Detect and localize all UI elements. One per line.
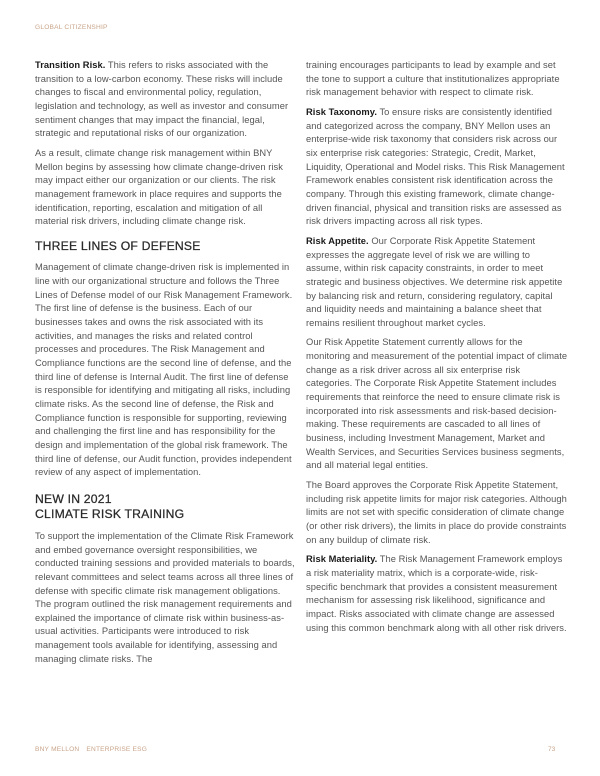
risk-taxonomy-paragraph [306, 106, 568, 229]
risk-appetite-lead: Risk Appetite. [306, 235, 369, 246]
running-head-section: GLOBAL CITIZENSHIP [35, 24, 108, 31]
three-lines-paragraph: Management of climate change-driven risk is implemented in line with our organizational structure and follows the Three Lines of Defense model of our Risk Management Framework. The first line of defense is the business. Each of our businesses takes and owns the risk associated with its activities, and manages the risks and related control processes and procedures. The Risk Management and Compliance functions are the second line of defense, and the third line of defense is Internal Audit. The first line of defense is responsible for identifying and mitigating all risks, including climate risks. As the second line of defense, the Risk and Compliance function is responsible for supporting, reviewing and challenging the first line and has responsibility for the design and implementation of the global risk framework. The third line of defense, our Audit function, provides independent review of any aspect of implementation. [35, 262, 293, 478]
risk-materiality-lead: Risk Materiality. [306, 554, 378, 565]
result-paragraph: As a result, climate change risk management within BNY Mellon begins by assessing how climate change-driven risk may impact either our organization or our clients. The risk management framework in place requires and supports the identification, reporting, escalation and mitigation of all material risk drivers, including climate change risk. [35, 147, 283, 227]
training-continued-paragraph: training encourages participants to lead by example and set the tone to support a culture that institutionalizes appropriate risk management behavior with respect to climate risk. [306, 60, 560, 98]
training-paragraph: To support the implementation of the Climate Risk Framework and embed governance oversight responsibilities, we conducted training sessions and provided materials to boards, relevant committees and select teams across all three lines of defense with specific climate risk management obligations. The program outlined the risk management requirements and explained the importance of climate risk within business-as-usual activities. Participants were introduced to risk management tools available for identifying, assessing and managing climate risks. The [35, 530, 295, 664]
board-paragraph: The Board approves the Corporate Risk Appetite Statement, including risk appetite limits for major risk categories. Although limits are not set with specific consideration of climate change (or other risk drivers), the limits in place do provide constraints on any buildup of climate risk. [306, 480, 567, 545]
risk-materiality-text: The Risk Management Framework employs a risk materiality matrix, which is a corporate-wide, risk-specific benchmark that provides a consistent measurement mechanism for assessing risk likelihood, significance and impact. Risks associated with climate change are assessed using this common benchmark along with all other risk drivers. [306, 554, 567, 633]
transition-risk-paragraph [35, 59, 297, 141]
transition-risk-text: This refers to risks associated with the transition to a low-carbon economy. These risks will include changes to fiscal and environmental policy, regulation, legislation and technology, as well as investor and consumer sentiment changes that may impact the financial, legal, strategic and reputational risks of our organization. [35, 60, 289, 139]
risk-appetite-statement-paragraph: Our Risk Appetite Statement currently allows for the monitoring and measurement of the potential impact of climate change as a risk driver across all six enterprise risk categories. The Corporate Risk Appetite Statement includes requirements that reinforce the need to ensure climate risk is incorporated into risk assessments and risk-based decision-making. These requirements are cascaded to all lines of business, including Investment Management, Market and Wealth Services, and Securities Services business segments, and all material legal entities. [306, 337, 568, 471]
risk-materiality-paragraph [306, 553, 568, 635]
footer-company: BNY MELLON [35, 746, 80, 753]
risk-taxonomy-lead: Risk Taxonomy. [306, 106, 377, 117]
footer-report: ENTERPRISE ESG [86, 746, 148, 753]
risk-taxonomy-text: To ensure risks are consistently identified and categorized across the company, BNY Mellon uses an enterprise-wide risk taxonomy that considers risk across our six enterprise risk categories: Strategic, Credit, Market, Liquidity, Operational and Model risks. This Risk Management Framework enables consistent risk identification across the company. Through this existing framework, climate change-driven financial, physical and transition risks are assessed as risk drivers impacting across all risk types. [306, 106, 565, 227]
risk-appetite-text: Our Corporate Risk Appetite Statement expresses the aggregate level of risk we are willing to assume, within risk capacity constraints, in order to meet strategic and business objectives. We determine risk appetite by balancing risk and return, considering regulatory, capital and liquidity needs and maintaining a balance sheet that remains resilient throughout market cycles. [306, 235, 563, 328]
page-number: 73 [548, 746, 556, 753]
right-column [306, 59, 568, 641]
left-column [35, 59, 297, 672]
training-heading-line1: NEW IN 2021 [35, 491, 112, 506]
transition-risk-lead: Transition Risk. [35, 60, 106, 70]
three-lines-heading: THREE LINES OF DEFENSE [35, 238, 201, 253]
training-heading [35, 492, 297, 523]
footer [35, 746, 147, 753]
training-heading-line2: CLIMATE RISK TRAINING [35, 507, 185, 522]
risk-appetite-paragraph [306, 235, 568, 331]
